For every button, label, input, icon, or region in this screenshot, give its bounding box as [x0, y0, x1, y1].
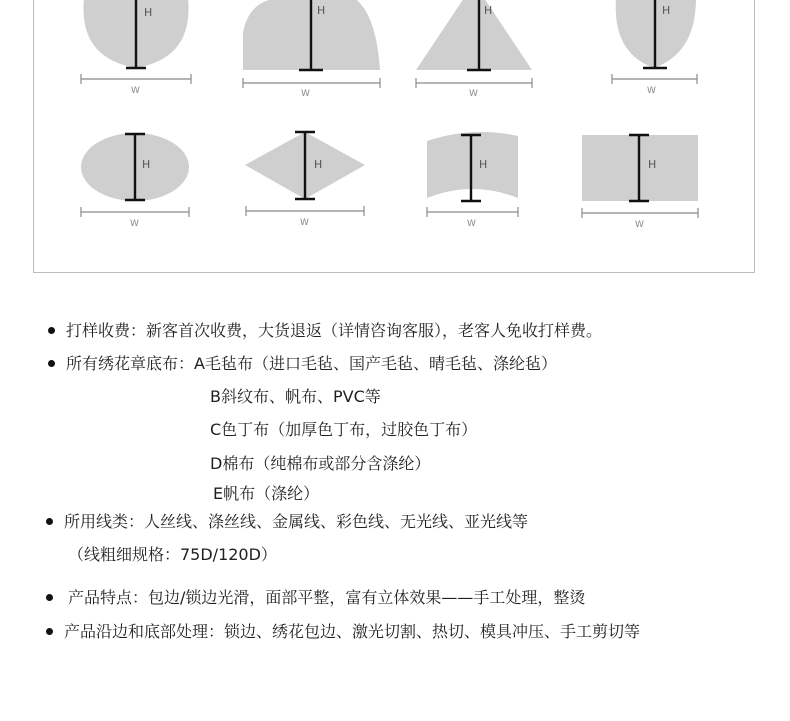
- width-label: W: [300, 218, 309, 228]
- bullet-icon: [46, 518, 53, 525]
- fabric-d-text: D棉布（纯棉布或部分含涤纶）: [210, 454, 431, 473]
- bullet-icon: [46, 594, 53, 601]
- height-label: H: [479, 158, 488, 171]
- width-label: W: [131, 86, 140, 96]
- width-label: W: [130, 219, 139, 229]
- fabric-a-text: 所有绣花章底布：A毛毡布（进口毛毡、国产毛毡、晴毛毡、涤纶毡）: [66, 354, 557, 373]
- fabric-e-text: E帆布（涤纶）: [213, 484, 320, 503]
- height-label: H: [662, 4, 671, 17]
- fabric-c-text: C色丁布（加厚色丁布，过胶色丁布）: [210, 420, 478, 439]
- height-label: H: [484, 4, 493, 17]
- height-label: H: [144, 6, 153, 19]
- shape-ellipse: [81, 133, 189, 229]
- features-text: 产品特点：包边/锁边光滑，面部平整，富有立体效果——手工处理，整烫: [68, 588, 586, 607]
- width-label: W: [647, 86, 656, 96]
- height-label: H: [317, 4, 326, 17]
- width-label: W: [635, 220, 644, 230]
- height-label: H: [314, 158, 323, 171]
- fabric-b-text: B斜纹布、帆布、PVC等: [210, 387, 381, 406]
- height-label: H: [648, 158, 657, 171]
- width-label: W: [467, 219, 476, 229]
- shapes-diagram-panel: [33, 0, 755, 273]
- shape-triangle: [416, 0, 532, 99]
- shape-arch: [427, 132, 518, 229]
- bullet-icon: [48, 360, 55, 367]
- width-label: W: [469, 89, 478, 99]
- shape-half-dome: [243, 0, 380, 99]
- threads-text: 所用线类：人丝线、涤丝线、金属线、彩色线、无光线、亚光线等: [64, 512, 529, 531]
- sample-fee-text: 打样收费：新客首次收费，大货退返（详情咨询客服），老客人免收打样费。: [66, 321, 603, 340]
- shape-rectangle: [582, 135, 698, 230]
- shape-diamond: [245, 132, 365, 228]
- thread-spec-text: （线粗细规格：75D/120D）: [68, 545, 277, 564]
- edge-processing-text: 产品沿边和底部处理：锁边、绣花包边、激光切割、热切、模具冲压、手工剪切等: [64, 622, 641, 641]
- shape-drop: [612, 0, 697, 96]
- height-label: H: [142, 158, 151, 171]
- shapes-diagram: [34, 0, 756, 273]
- bullet-icon: [46, 628, 53, 635]
- width-label: W: [301, 89, 310, 99]
- shape-circle: [81, 0, 191, 96]
- bullet-icon: [48, 327, 55, 334]
